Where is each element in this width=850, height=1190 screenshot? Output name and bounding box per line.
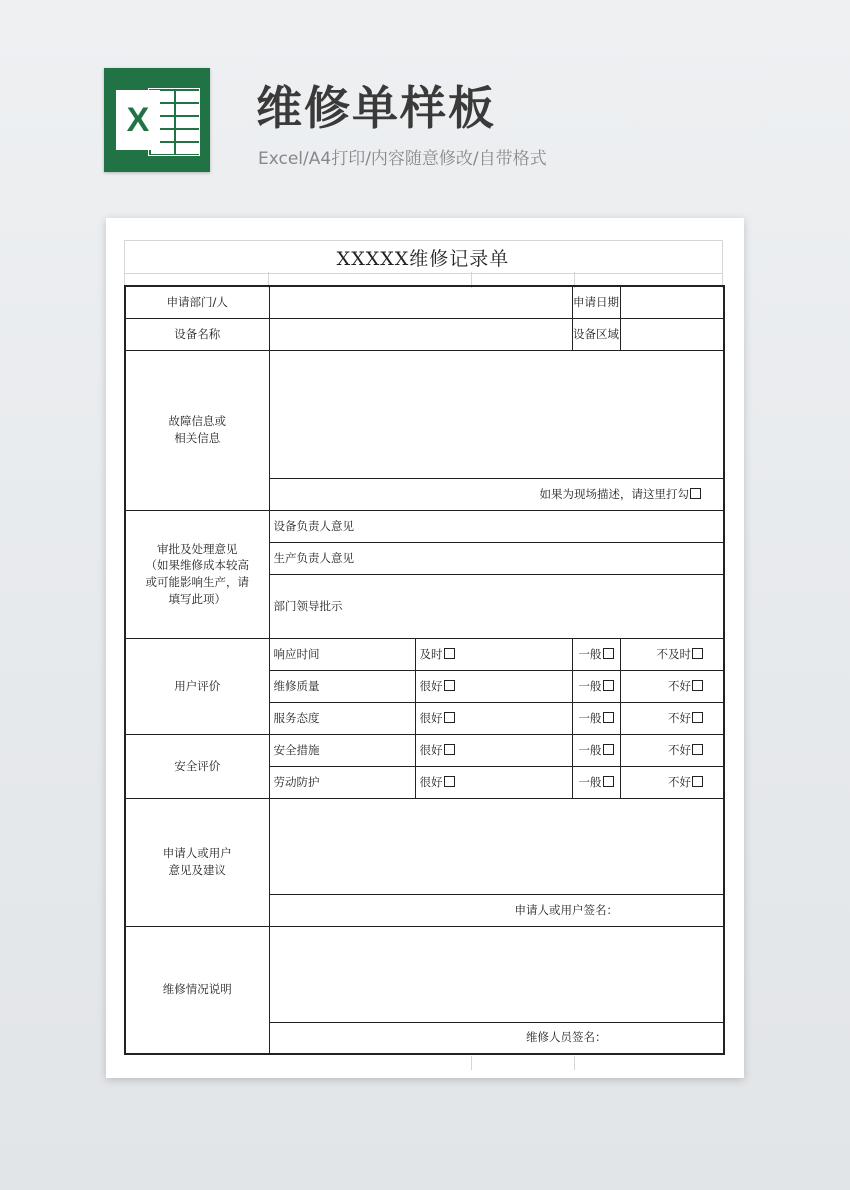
eval-option-good[interactable] xyxy=(415,702,572,734)
table-row xyxy=(125,734,724,766)
checkbox[interactable] xyxy=(444,744,455,755)
option-label: 很好 xyxy=(419,678,443,693)
device-area-label: 设备区域 xyxy=(572,318,620,350)
excel-x-icon: X xyxy=(116,90,160,150)
repairer-signature[interactable]: 维修人员签名： xyxy=(269,1022,724,1054)
dept-leader-approval[interactable]: 部门领导批示 xyxy=(269,574,724,638)
option-label: 不好 xyxy=(668,710,692,725)
option-label: 及时 xyxy=(419,646,443,661)
safety-eval-label: 安全评价 xyxy=(125,734,269,798)
option-label: 一般 xyxy=(578,646,602,661)
checkbox[interactable] xyxy=(444,648,455,659)
eval-item: 劳动防护 xyxy=(269,766,415,798)
suggestion-label xyxy=(125,798,269,926)
repair-description-field[interactable] xyxy=(269,926,724,1022)
suggestion-field[interactable] xyxy=(269,798,724,894)
option-label: 一般 xyxy=(578,678,602,693)
table-row xyxy=(125,798,724,894)
eval-option-mid[interactable] xyxy=(572,766,620,798)
checkbox[interactable] xyxy=(603,712,614,723)
eval-option-good[interactable] xyxy=(415,670,572,702)
label-line: 或可能影响生产，请 xyxy=(145,575,249,589)
option-label: 一般 xyxy=(578,742,602,757)
eval-option-good[interactable] xyxy=(415,734,572,766)
checkbox[interactable] xyxy=(603,648,614,659)
table-row xyxy=(125,286,724,318)
checkbox[interactable] xyxy=(692,680,703,691)
eval-option-mid[interactable] xyxy=(572,638,620,670)
repair-description-label: 维修情况说明 xyxy=(125,926,269,1054)
eval-option-bad[interactable] xyxy=(620,702,724,734)
onsite-checkbox-cell[interactable] xyxy=(269,478,724,510)
apply-dept-field[interactable] xyxy=(269,286,572,318)
page-title: 维修单样板 xyxy=(256,81,496,135)
apply-date-field[interactable] xyxy=(620,286,724,318)
checkbox[interactable] xyxy=(692,648,703,659)
label-line: 相关信息 xyxy=(174,431,221,445)
eval-option-good[interactable] xyxy=(415,638,572,670)
label-line: 故障信息或 xyxy=(168,414,226,429)
checkbox[interactable] xyxy=(444,712,455,723)
checkbox[interactable] xyxy=(690,488,701,499)
eval-option-bad[interactable] xyxy=(620,670,724,702)
option-label: 很好 xyxy=(419,774,443,789)
eval-option-mid[interactable] xyxy=(572,734,620,766)
checkbox[interactable] xyxy=(444,776,455,787)
approval-label xyxy=(125,510,269,638)
applicant-signature[interactable]: 申请人或用户签名： xyxy=(269,894,724,926)
grid-line xyxy=(722,240,723,288)
checkbox[interactable] xyxy=(603,776,614,787)
production-owner-opinion[interactable]: 生产负责人意见 xyxy=(269,542,724,574)
table-row xyxy=(125,638,724,670)
option-label: 一般 xyxy=(578,710,602,725)
label-line: 申请人或用户 xyxy=(162,846,232,861)
label-line: 审批及处理意见 xyxy=(157,541,238,556)
fault-info-label xyxy=(125,350,269,510)
page-subtitle: Excel/A4打印/内容随意修改/自带格式 xyxy=(258,149,547,169)
option-label: 不好 xyxy=(668,678,692,693)
document-preview xyxy=(106,218,744,1078)
device-owner-opinion[interactable]: 设备负责人意见 xyxy=(269,510,724,542)
option-label: 不好 xyxy=(668,742,692,757)
option-label: 很好 xyxy=(419,710,443,725)
user-eval-label: 用户评价 xyxy=(125,638,269,734)
apply-dept-label: 申请部门/人 xyxy=(125,286,269,318)
device-name-field[interactable] xyxy=(269,318,572,350)
eval-item: 响应时间 xyxy=(269,638,415,670)
eval-option-bad[interactable] xyxy=(620,638,724,670)
checkbox[interactable] xyxy=(603,680,614,691)
checkbox[interactable] xyxy=(692,744,703,755)
table-row xyxy=(125,350,724,478)
option-label: 一般 xyxy=(578,774,602,789)
fault-info-field[interactable] xyxy=(269,350,724,478)
eval-option-good[interactable] xyxy=(415,766,572,798)
checkbox[interactable] xyxy=(603,744,614,755)
repair-form-table xyxy=(124,285,725,1055)
document-title: XXXXX维修记录单 xyxy=(124,240,722,274)
eval-option-mid[interactable] xyxy=(572,670,620,702)
grid-line xyxy=(471,1056,472,1070)
eval-item: 安全措施 xyxy=(269,734,415,766)
onsite-note: 如果为现场描述，请这里打勾 xyxy=(539,486,690,501)
table-row xyxy=(125,926,724,1022)
apply-date-label: 申请日期 xyxy=(572,286,620,318)
checkbox[interactable] xyxy=(692,776,703,787)
eval-item: 服务态度 xyxy=(269,702,415,734)
eval-option-bad[interactable] xyxy=(620,734,724,766)
checkbox[interactable] xyxy=(692,712,703,723)
grid-line xyxy=(574,1056,575,1070)
table-row xyxy=(125,318,724,350)
eval-item: 维修质量 xyxy=(269,670,415,702)
eval-option-bad[interactable] xyxy=(620,766,724,798)
excel-logo-icon xyxy=(104,68,210,172)
device-area-field[interactable] xyxy=(620,318,724,350)
option-label: 不好 xyxy=(668,774,692,789)
option-label: 不及时 xyxy=(656,646,692,661)
eval-option-mid[interactable] xyxy=(572,702,620,734)
device-name-label: 设备名称 xyxy=(125,318,269,350)
option-label: 很好 xyxy=(419,742,443,757)
checkbox[interactable] xyxy=(444,680,455,691)
label-line: 意见及建议 xyxy=(168,863,226,877)
table-row xyxy=(125,510,724,542)
label-line: （如果维修成本较高 xyxy=(145,558,249,573)
label-line: 填写此项） xyxy=(168,591,226,606)
